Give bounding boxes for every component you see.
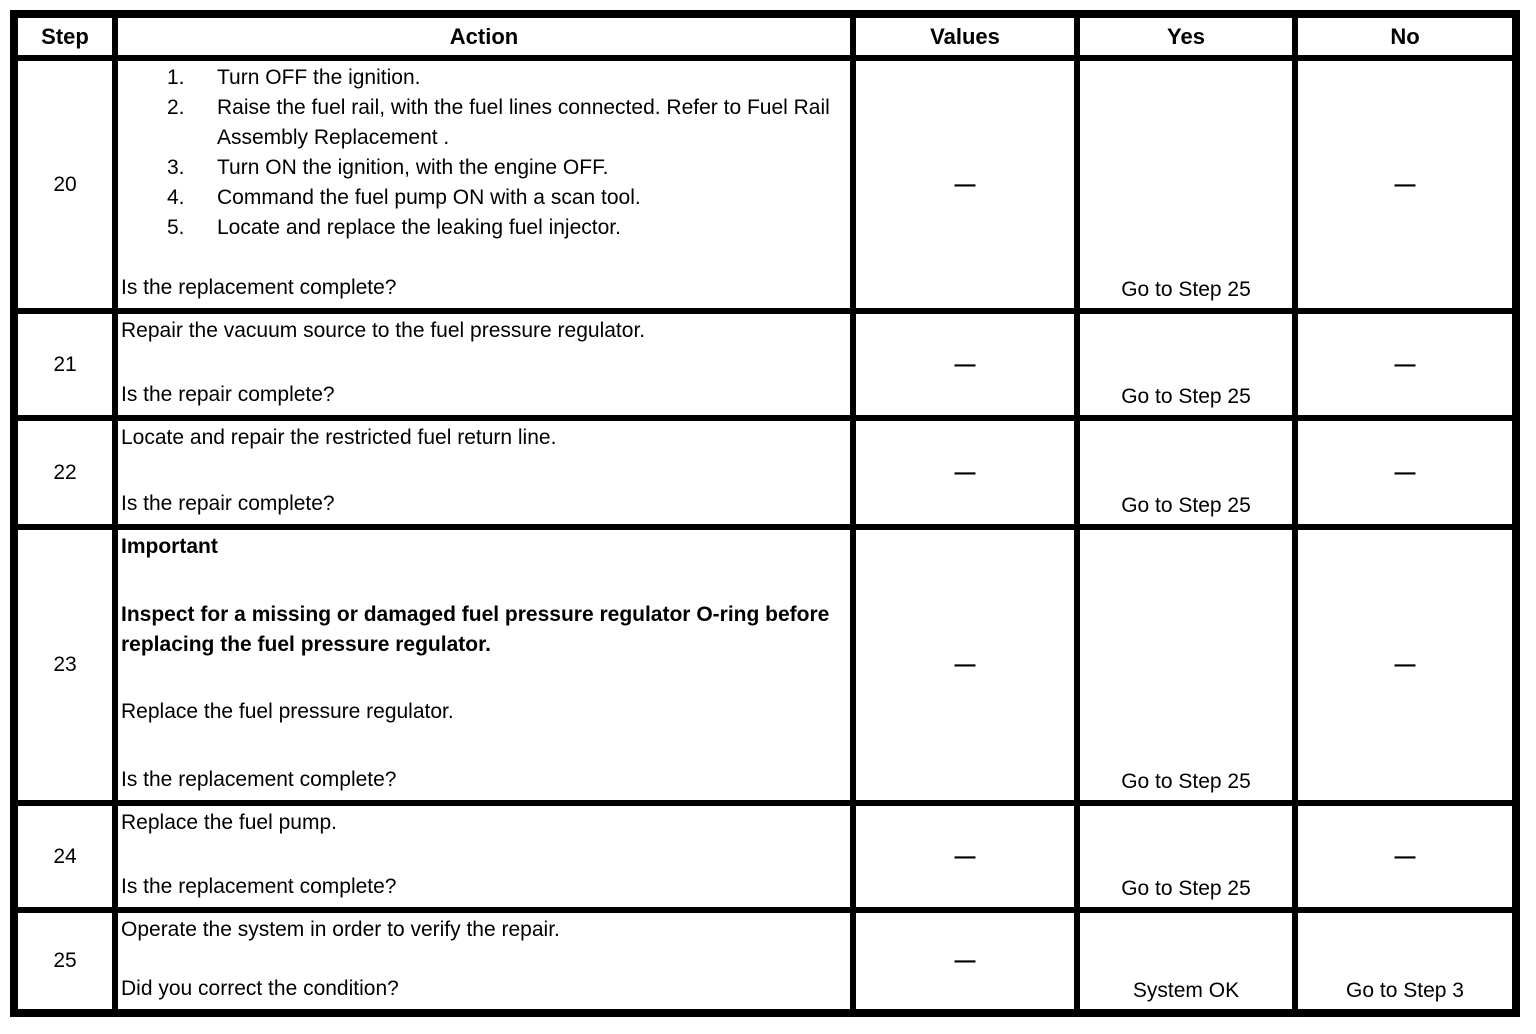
em-dash: — — [1394, 352, 1416, 376]
action-question: Is the replacement complete? — [121, 875, 397, 898]
col-header-step — [18, 18, 112, 55]
list-item — [121, 213, 846, 243]
col-header-values-label: Values — [930, 23, 1000, 49]
step-cell-23 — [18, 530, 112, 800]
step-cell-22 — [18, 421, 112, 524]
no-cell-24 — [1298, 806, 1512, 907]
list-text: Command the fuel pump ON with a scan tool. — [217, 186, 641, 209]
col-header-yes-label: Yes — [1167, 23, 1205, 49]
yes-action: Go to Step 25 — [1121, 278, 1251, 301]
list-number: 1. — [167, 66, 185, 89]
em-dash: — — [954, 949, 976, 972]
em-dash: — — [954, 844, 976, 868]
values-cell-20 — [856, 61, 1074, 308]
action-question: Is the replacement complete? — [121, 767, 397, 791]
action-cell-23 — [118, 530, 850, 800]
ordered-list — [121, 63, 846, 243]
action-question: Is the repair complete? — [121, 383, 335, 406]
col-header-no-label: No — [1390, 23, 1420, 49]
list-text: Locate and replace the leaking fuel injector. — [217, 216, 621, 239]
col-header-no — [1298, 18, 1512, 55]
list-item — [121, 153, 846, 183]
values-cell-25 — [856, 913, 1074, 1009]
yes-action: Go to Step 25 — [1121, 494, 1251, 517]
no-cell-25 — [1298, 913, 1512, 1009]
list-number: 4. — [167, 186, 185, 209]
step-number: 23 — [53, 653, 77, 676]
em-dash: — — [954, 352, 976, 376]
list-text: Turn ON the ignition, with the engine OFF. — [217, 156, 609, 179]
yes-action: Go to Step 25 — [1121, 877, 1251, 900]
col-header-yes — [1080, 18, 1292, 55]
list-item — [121, 63, 846, 93]
yes-action: System OK — [1132, 979, 1240, 1002]
important-label: Important — [121, 535, 218, 558]
no-action: Go to Step 3 — [1346, 979, 1464, 1002]
yes-cell-25 — [1080, 913, 1292, 1009]
col-header-step-label: Step — [41, 23, 89, 49]
action-text: Repair the vacuum source to the fuel pressure regulator. — [121, 319, 646, 342]
no-cell-23 — [1298, 530, 1512, 800]
list-text: Turn OFF the ignition. — [217, 66, 421, 89]
values-cell-22 — [856, 421, 1074, 524]
col-header-values — [856, 18, 1074, 55]
step-cell-20 — [18, 61, 112, 308]
list-number: 5. — [167, 216, 185, 239]
list-item — [121, 183, 846, 213]
no-cell-20 — [1298, 61, 1512, 308]
em-dash: — — [1394, 844, 1416, 868]
step-number: 25 — [53, 949, 77, 972]
yes-cell-20 — [1080, 61, 1292, 308]
values-cell-23 — [856, 530, 1074, 800]
action-cell-22 — [118, 421, 850, 524]
diagnostic-table — [10, 10, 1520, 1017]
action-text: Locate and repair the restricted fuel return line. — [121, 426, 557, 449]
list-number: 2. — [167, 96, 185, 119]
action-question: Is the replacement complete? — [121, 276, 397, 299]
step-number: 20 — [53, 172, 77, 196]
step-cell-24 — [18, 806, 112, 907]
list-item — [121, 93, 846, 153]
yes-cell-24 — [1080, 806, 1292, 907]
step-cell-21 — [18, 314, 112, 415]
step-number: 21 — [53, 352, 77, 376]
action-cell-20 — [118, 61, 850, 308]
em-dash: — — [954, 653, 976, 676]
list-text: Raise the fuel rail, with the fuel lines connected. Refer to Fuel Rail Assembly Replacement . — [217, 96, 830, 149]
col-header-action — [118, 18, 850, 55]
values-cell-21 — [856, 314, 1074, 415]
yes-action: Go to Step 25 — [1121, 770, 1251, 793]
yes-action: Go to Step 25 — [1121, 385, 1251, 408]
yes-cell-21 — [1080, 314, 1292, 415]
action-text: Operate the system in order to verify the repair. — [121, 918, 560, 941]
step-number: 24 — [53, 844, 77, 868]
em-dash: — — [954, 172, 976, 196]
yes-cell-23 — [1080, 530, 1292, 800]
no-cell-21 — [1298, 314, 1512, 415]
action-cell-24 — [118, 806, 850, 907]
action-question: Did you correct the condition? — [121, 977, 399, 1000]
step-number: 22 — [53, 460, 77, 484]
action-cell-21 — [118, 314, 850, 415]
yes-cell-22 — [1080, 421, 1292, 524]
em-dash: — — [1394, 460, 1416, 484]
col-header-action-label: Action — [449, 23, 519, 49]
action-question: Is the repair complete? — [121, 492, 335, 515]
action-text: Replace the fuel pump. — [121, 811, 337, 834]
list-number: 3. — [167, 156, 185, 179]
em-dash: — — [954, 460, 976, 484]
no-cell-22 — [1298, 421, 1512, 524]
action-text: Replace the fuel pressure regulator. — [121, 700, 454, 724]
step-cell-25 — [18, 913, 112, 1009]
em-dash: — — [1394, 172, 1416, 196]
values-cell-24 — [856, 806, 1074, 907]
em-dash: — — [1394, 653, 1416, 676]
important-text: Inspect for a missing or damaged fuel pressure regulator O-ring before replacing the fuel pressure regulator. — [121, 602, 830, 656]
action-cell-25 — [118, 913, 850, 1009]
